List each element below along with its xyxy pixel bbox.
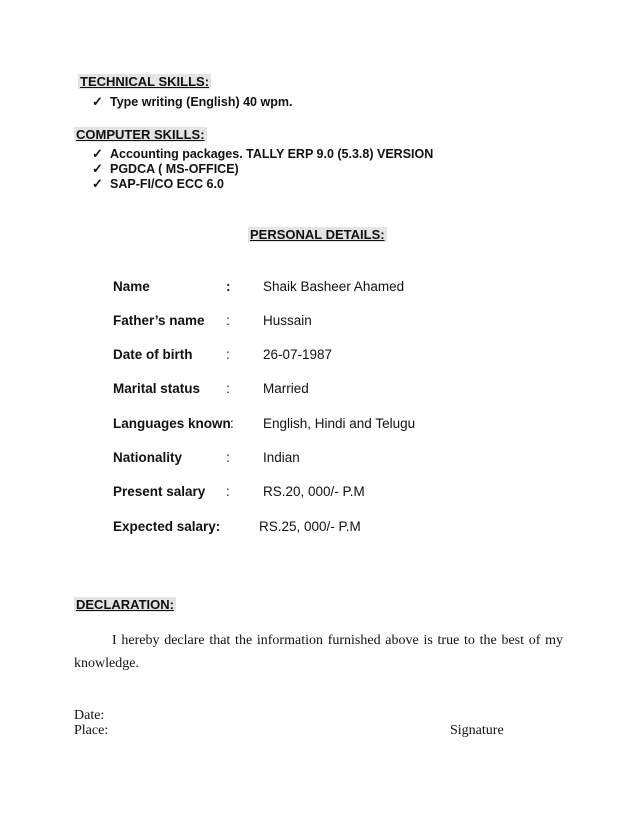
detail-row-expected-salary: Expected salary: RS.25, 000/- P.M bbox=[113, 519, 361, 534]
checkmark-icon: ✓ bbox=[92, 94, 103, 109]
list-item: ✓ Accounting packages. TALLY ERP 9.0 (5.3.8) VERSION bbox=[92, 146, 434, 161]
declaration-text-line2: knowledge. bbox=[74, 656, 139, 671]
technical-skills-heading: TECHNICAL SKILLS: bbox=[80, 74, 210, 89]
list-item: ✓ SAP-FI/CO ECC 6.0 bbox=[92, 176, 224, 191]
declaration-heading: DECLARATION: bbox=[76, 597, 174, 612]
detail-row-nationality: Nationality : Indian bbox=[113, 450, 300, 465]
list-item: ✓ PGDCA ( MS-OFFICE) bbox=[92, 161, 239, 176]
place-label: Place: bbox=[74, 723, 109, 738]
detail-row-name: Name : Shaik Basheer Ahamed bbox=[113, 279, 405, 294]
detail-row-date-of-birth: Date of birth : 26-07-1987 bbox=[113, 347, 333, 362]
detail-row-marital-status: Marital status : Married bbox=[113, 381, 309, 396]
checkmark-icon: ✓ bbox=[92, 176, 103, 191]
declaration-text-line1: I hereby declare that the information furnished above is true to the best of my bbox=[112, 633, 563, 648]
personal-details-heading: PERSONAL DETAILS: bbox=[250, 227, 385, 242]
detail-row-present-salary: Present salary : RS.20, 000/- P.M bbox=[113, 484, 365, 499]
checkmark-icon: ✓ bbox=[92, 146, 103, 161]
checkmark-icon: ✓ bbox=[92, 161, 103, 176]
list-item: ✓ Type writing (English) 40 wpm. bbox=[92, 94, 293, 109]
detail-row-languages: Languages known : English, Hindi and Telugu bbox=[113, 416, 416, 431]
computer-skills-heading: COMPUTER SKILLS: bbox=[76, 127, 205, 142]
detail-row-father-name: Father’s name : Hussain bbox=[113, 313, 312, 328]
signature-label: Signature bbox=[450, 723, 504, 738]
date-label: Date: bbox=[74, 708, 105, 723]
